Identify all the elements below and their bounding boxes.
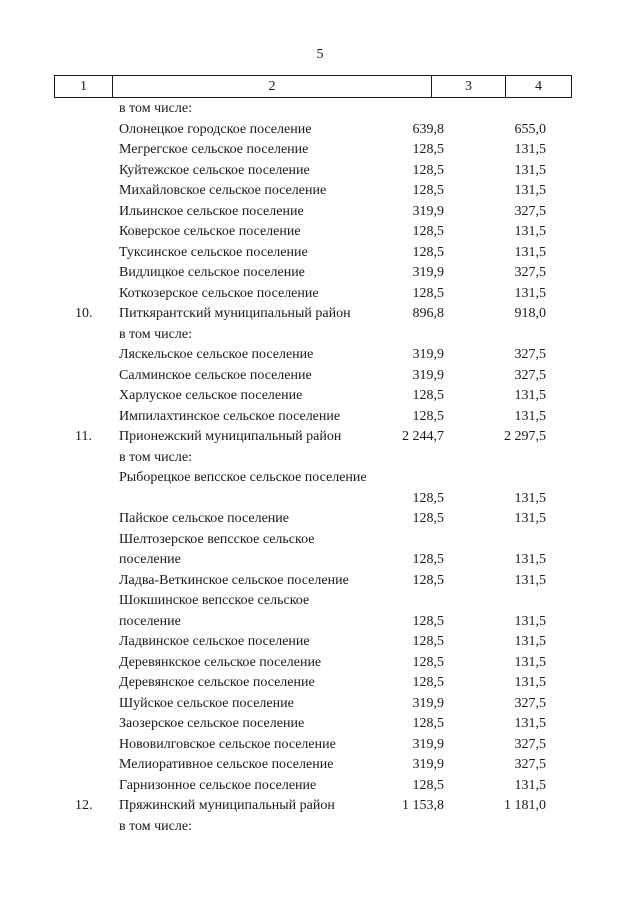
row-name: в том числе: bbox=[119, 326, 192, 342]
row-value-col4: 131,5 bbox=[514, 183, 546, 198]
row-value-col3: 128,5 bbox=[412, 716, 444, 731]
table-row bbox=[0, 571, 640, 592]
row-value-col3: 128,5 bbox=[412, 162, 444, 178]
row-value-col4: 131,5 bbox=[514, 142, 546, 157]
row-value-col4: 131,5 bbox=[514, 572, 546, 588]
row-name: Харлуское сельское поселение bbox=[119, 388, 303, 403]
row-number: 11. bbox=[75, 429, 92, 444]
column-header-3: 3 bbox=[432, 76, 506, 98]
row-value-col4: 131,5 bbox=[514, 613, 546, 629]
row-name: Салминское сельское поселение bbox=[119, 367, 312, 383]
table-row bbox=[0, 222, 640, 243]
table-row bbox=[0, 673, 640, 694]
table-row bbox=[0, 427, 640, 448]
column-header-2: 2 bbox=[113, 76, 432, 98]
table-row bbox=[0, 591, 640, 632]
row-value-col4: 327,5 bbox=[514, 347, 546, 362]
column-header-row bbox=[55, 76, 572, 98]
row-value-col3: 128,5 bbox=[412, 285, 444, 301]
row-name: Ляскельское сельское поселение bbox=[119, 347, 314, 362]
row-value-col4: 327,5 bbox=[514, 736, 546, 752]
row-name: Ладвинское сельское поселение bbox=[119, 634, 310, 649]
table-row bbox=[0, 202, 640, 223]
table-row bbox=[0, 632, 640, 653]
row-value-col4: 131,5 bbox=[514, 511, 546, 526]
row-value-col4: 131,5 bbox=[514, 285, 546, 301]
row-value-col3: 128,5 bbox=[412, 490, 444, 506]
row-value-col4: 131,5 bbox=[514, 675, 546, 690]
row-number: 10. bbox=[75, 306, 93, 321]
table-row bbox=[0, 99, 640, 120]
row-value-col4: 327,5 bbox=[514, 757, 546, 772]
row-value-col4: 918,0 bbox=[514, 306, 546, 321]
row-value-col4: 131,5 bbox=[514, 388, 546, 403]
row-value-col3: 319,9 bbox=[412, 265, 444, 280]
row-value-col4: 131,5 bbox=[514, 654, 546, 670]
row-name: Шокшинское вепсское сельское поселение bbox=[119, 593, 310, 629]
row-value-col4: 131,5 bbox=[514, 777, 546, 793]
row-name: в том числе: bbox=[119, 449, 192, 465]
row-value-col3: 128,5 bbox=[412, 408, 444, 424]
row-value-col3: 128,5 bbox=[412, 777, 444, 793]
row-value-col3: 128,5 bbox=[412, 244, 444, 260]
row-name: Коверское сельское поселение bbox=[119, 224, 301, 239]
row-value-col4: 327,5 bbox=[514, 367, 546, 383]
row-value-col4: 327,5 bbox=[514, 203, 546, 219]
row-value-col3: 128,5 bbox=[412, 613, 444, 629]
row-name: Мегрегское сельское поселение bbox=[119, 142, 309, 157]
row-value-col3: 128,5 bbox=[412, 224, 444, 239]
table-row bbox=[0, 755, 640, 776]
table-row bbox=[0, 817, 640, 838]
row-name: Пряжинский муниципальный район bbox=[119, 798, 335, 813]
row-value-col3: 319,9 bbox=[412, 736, 444, 752]
row-name: Деревянкское сельское поселение bbox=[119, 654, 322, 670]
row-value-col4: 131,5 bbox=[514, 490, 546, 506]
table-row bbox=[0, 714, 640, 735]
table-row bbox=[0, 448, 640, 469]
row-value-col3: 128,5 bbox=[412, 511, 444, 526]
row-name: Заозерское сельское поселение bbox=[119, 716, 305, 731]
row-name: Туксинское сельское поселение bbox=[119, 244, 308, 260]
row-value-col3: 128,5 bbox=[412, 388, 444, 403]
table-row bbox=[0, 509, 640, 530]
row-name: Михайловское сельское поселение bbox=[119, 183, 327, 198]
table-row bbox=[0, 694, 640, 715]
row-number: 12. bbox=[75, 798, 93, 813]
table-row bbox=[0, 243, 640, 264]
row-value-col4: 131,5 bbox=[514, 634, 546, 649]
row-value-col3: 319,9 bbox=[412, 347, 444, 362]
row-value-col4: 131,5 bbox=[514, 224, 546, 239]
row-name: Прионежский муниципальный район bbox=[119, 429, 342, 444]
row-value-col4: 131,5 bbox=[514, 552, 546, 567]
row-value-col3: 319,9 bbox=[412, 203, 444, 219]
row-value-col4: 327,5 bbox=[514, 265, 546, 280]
row-name: Импилахтинское сельское поселение bbox=[119, 408, 341, 424]
table-row bbox=[0, 407, 640, 428]
row-value-col3: 319,9 bbox=[412, 757, 444, 772]
row-value-col3: 2 244,7 bbox=[402, 429, 444, 444]
row-name: Шуйское сельское поселение bbox=[119, 695, 294, 711]
row-name: Ильинское сельское поселение bbox=[119, 203, 304, 219]
table-row bbox=[0, 284, 640, 305]
row-name: Деревянское сельское поселение bbox=[119, 675, 315, 690]
row-value-col3: 128,5 bbox=[412, 654, 444, 670]
row-value-col4: 131,5 bbox=[514, 716, 546, 731]
table-row bbox=[0, 735, 640, 756]
table-row bbox=[0, 468, 640, 509]
table-row bbox=[0, 161, 640, 182]
row-value-col4: 131,5 bbox=[514, 244, 546, 260]
column-header-1: 1 bbox=[55, 76, 113, 98]
page-number: 5 bbox=[316, 47, 324, 62]
row-name: в том числе: bbox=[119, 818, 192, 834]
row-value-col4: 1 181,0 bbox=[504, 798, 546, 813]
row-name: Шелтозерское вепсское сельское поселение bbox=[119, 531, 315, 567]
table-row bbox=[0, 345, 640, 366]
row-value-col4: 2 297,5 bbox=[504, 429, 546, 444]
row-value-col3: 1 153,8 bbox=[402, 798, 444, 813]
row-value-col4: 327,5 bbox=[514, 695, 546, 711]
table-row bbox=[0, 263, 640, 284]
table-row bbox=[0, 366, 640, 387]
row-name: Мелиоративное сельское поселение bbox=[119, 757, 334, 772]
row-name: Рыборецкое вепсское сельское поселение bbox=[119, 470, 367, 485]
table-row bbox=[0, 796, 640, 817]
row-value-col3: 319,9 bbox=[412, 695, 444, 711]
table-row bbox=[0, 140, 640, 161]
row-value-col4: 655,0 bbox=[514, 121, 546, 137]
row-value-col3: 319,9 bbox=[412, 367, 444, 383]
table-row bbox=[0, 653, 640, 674]
row-name: Нововилговское сельское поселение bbox=[119, 736, 336, 752]
row-value-col3: 128,5 bbox=[412, 183, 444, 198]
row-value-col4: 131,5 bbox=[514, 408, 546, 424]
row-value-col3: 128,5 bbox=[412, 552, 444, 567]
row-name: Олонецкое городское поселение bbox=[119, 121, 312, 137]
column-header-4: 4 bbox=[506, 76, 572, 98]
row-value-col3: 128,5 bbox=[412, 142, 444, 157]
row-name: Питкярантский муниципальный район bbox=[119, 306, 351, 321]
row-name: Видлицкое сельское поселение bbox=[119, 265, 305, 280]
row-value-col3: 128,5 bbox=[412, 675, 444, 690]
table-row bbox=[0, 386, 640, 407]
table-row bbox=[0, 120, 640, 141]
row-name: Ладва-Веткинское сельское поселение bbox=[119, 572, 349, 588]
row-name: в том числе: bbox=[119, 101, 192, 116]
table-row bbox=[0, 304, 640, 325]
table-row bbox=[0, 181, 640, 202]
row-value-col3: 896,8 bbox=[412, 306, 444, 321]
row-name: Куйтежское сельское поселение bbox=[119, 162, 310, 178]
table-row bbox=[0, 325, 640, 346]
table-body bbox=[0, 99, 640, 837]
row-name: Пайское сельское поселение bbox=[119, 511, 290, 526]
row-value-col4: 131,5 bbox=[514, 162, 546, 178]
row-name: Коткозерское сельское поселение bbox=[119, 285, 319, 301]
row-value-col3: 128,5 bbox=[412, 572, 444, 588]
table-row bbox=[0, 776, 640, 797]
row-value-col3: 639,8 bbox=[412, 121, 444, 137]
row-value-col3: 128,5 bbox=[412, 634, 444, 649]
table-row bbox=[0, 530, 640, 571]
row-name: Гарнизонное сельское поселение bbox=[119, 777, 317, 793]
column-header-table bbox=[54, 75, 572, 98]
